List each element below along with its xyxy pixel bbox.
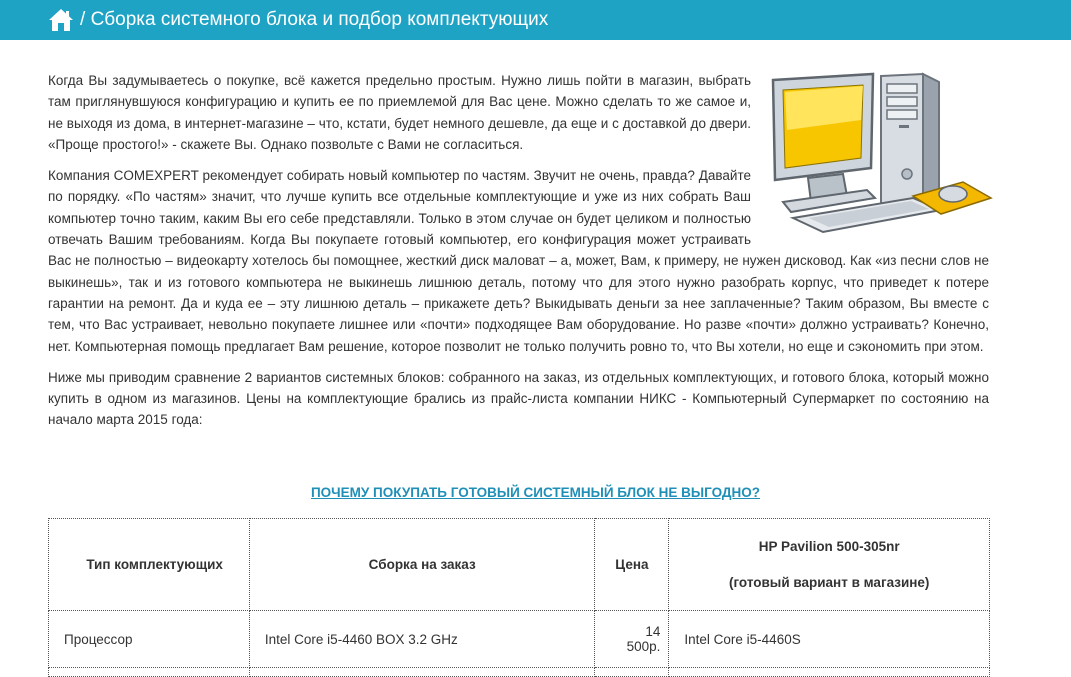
article-paragraph-1: Когда Вы задумываетесь о покупке, всё кажется предельно простым. Нужно лишь пойти в магазин, выбрать там приглянувшуюся конфигурацию и купить ее по приемлемой для Вас цене. Можно сделать то же самое и, не выходя из дома, в интернет-магазине – что, кстати, будет немного дешевле, да еще и с доставкой до двери. «Проще простого!» - скажете Вы. Однако позвольте с Вами не согласиться. bbox=[48, 73, 751, 152]
home-icon[interactable] bbox=[48, 8, 74, 32]
breadcrumb bbox=[80, 9, 548, 31]
cell-ready: Intel Core i5-4460S bbox=[669, 611, 990, 668]
header-ready-sub: (готовый вариант в магазине) bbox=[728, 574, 930, 590]
header-type: Тип комплектующих bbox=[49, 519, 250, 611]
header-custom: Сборка на заказ bbox=[249, 519, 595, 611]
cell-type: Процессор bbox=[49, 611, 250, 668]
cell-empty bbox=[249, 668, 595, 677]
page-title: Сборка системного блока и подбор комплектующих bbox=[90, 9, 549, 30]
cell-price: 14 500р. bbox=[595, 611, 669, 668]
table-row-partial bbox=[49, 668, 990, 677]
cell-empty bbox=[49, 668, 250, 677]
cell-custom: Intel Core i5-4460 BOX 3.2 GHz bbox=[249, 611, 595, 668]
cell-empty bbox=[595, 668, 669, 677]
header-price: Цена bbox=[595, 519, 669, 611]
article-body bbox=[48, 70, 989, 441]
header-ready-title: HP Pavilion 500-305nr bbox=[758, 538, 900, 554]
cell-empty bbox=[669, 668, 990, 677]
article-paragraph-3: Ниже мы приводим сравнение 2 вариантов системных блоков: собранного на заказ, из отдельных комплектующих, и готового блока, который можно купить в одном из магазинов. Цены на комплектующие брались из прайс-листа компании НИКС - Компьютерный Супермаркет по состоянию на начало марта 2015 года: bbox=[48, 369, 989, 428]
comparison-table bbox=[48, 518, 990, 677]
page-header bbox=[0, 0, 1071, 40]
breadcrumb-separator: / bbox=[80, 9, 86, 30]
table-row bbox=[49, 611, 990, 668]
table-header-row bbox=[49, 519, 990, 611]
question-link[interactable]: ПОЧЕМУ ПОКУПАТЬ ГОТОВЫЙ СИСТЕМНЫЙ БЛОК НЕ ВЫГОДНО? bbox=[310, 485, 761, 500]
article-paragraph-2: Компания COMEXPERT рекомендует собирать новый компьютер по частям. Звучит не очень, правда? Давайте по порядку. «По частям» значит, что лучше купить все отдельные комплектующие и уже из них собрать Ваш компьютер точно таким, каким Вы его себе представляли. Только в этом случае он будет целиком и полностью отвечать Вашим требованиям. Когда Вы покупаете готовый компьютер, его конфигурация может устраивать Вас не полностью – видеокарту хотелось бы помощнее, жесткий диск маловат – а, может, Вам, к примеру, не нужен дисковод. Как «из песни слов не выкинешь», так и из готового компьютера не выкинешь лишнюю деталь, потому что для этого нужно разобрать корпус, что приведет к потере гарантии на ремонт. Да и куда ее – эту лишнюю деталь – прикажете деть? Выкидывать деньги за нее заплаченные? Таким образом, Вы вместе с тем, что Вас устраивает, невольно покупаете лишнее или «почти» подходящее Вам оборудование. Но разве «почти» должно устраивать? Конечно, нет. Компьютерная помощь предлагает Вам решение, которое позволит не только получить ровно то, что Вы хотели, но еще и сэкономить при этом. bbox=[48, 168, 989, 354]
question-heading bbox=[0, 485, 1071, 500]
desktop-computer-icon bbox=[763, 70, 995, 238]
header-ready bbox=[669, 519, 990, 611]
